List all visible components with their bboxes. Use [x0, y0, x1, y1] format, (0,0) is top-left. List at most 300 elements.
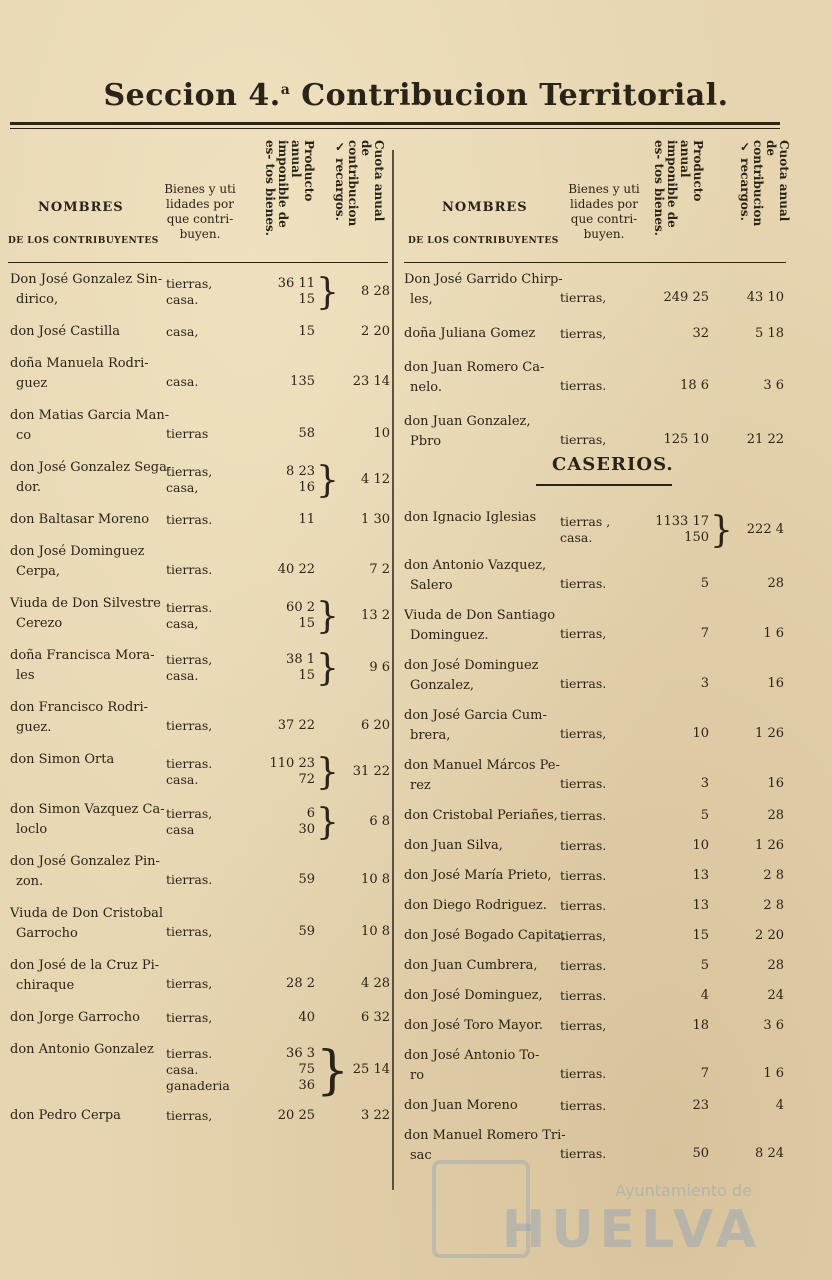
contributor-name	[404, 556, 554, 596]
contributor-name-line: guez	[16, 376, 48, 391]
contributor-name-line: don Baltasar Moreno	[10, 512, 150, 527]
bienes-value: tierras,	[166, 1108, 213, 1123]
contributor-name	[404, 656, 554, 696]
caserios-title: CASERIOS.	[552, 454, 674, 475]
producto-value: 135	[290, 374, 315, 389]
producto-value: 36	[298, 1078, 315, 1093]
cuota-value: 6 20	[361, 718, 390, 733]
producto-cell	[649, 326, 709, 342]
contributor-name	[10, 406, 170, 446]
contributor-name-line: don José Antonio To-	[404, 1048, 540, 1063]
contributor-name-line: don José Dominguez	[404, 658, 539, 673]
producto-value: 125 10	[663, 432, 709, 447]
header-names-sub: DE LOS CONTRIBUYENTES	[408, 236, 559, 246]
cuota-value: 31 22	[352, 764, 390, 779]
contributor-name-line: don Juan Silva,	[404, 838, 503, 853]
contributor-name	[404, 1046, 554, 1086]
producto-value: 50	[692, 1146, 709, 1161]
bienes-cell	[166, 924, 252, 940]
contributor-name	[404, 324, 554, 344]
producto-value: 20 25	[277, 1108, 315, 1123]
left-header-rule	[8, 262, 388, 263]
producto-value: 16	[298, 480, 315, 495]
cuota-value: 16	[767, 776, 784, 791]
bienes-cell	[560, 988, 646, 1004]
cuota-value: 1 6	[763, 1066, 784, 1081]
contributor-name-line: Pbro	[410, 434, 442, 449]
producto-value: 18	[692, 1018, 709, 1033]
bienes-value: tierras	[166, 426, 209, 441]
bienes-value: tierras,	[560, 326, 607, 341]
producto-cell	[649, 958, 709, 974]
bienes-value: tierras,	[560, 626, 607, 641]
contributor-name-line: Gonzalez,	[410, 678, 475, 693]
producto-value: 59	[298, 924, 315, 939]
producto-cell	[649, 626, 709, 642]
producto-cell	[255, 1010, 315, 1026]
producto-cell	[255, 374, 315, 390]
title-rest: Contribucion Territorial.	[301, 78, 729, 113]
producto-cell	[255, 806, 315, 838]
bienes-value: tierras.	[560, 676, 607, 691]
contributor-name-line: don José Toro Mayor.	[404, 1018, 544, 1033]
producto-cell	[649, 988, 709, 1004]
bienes-cell	[166, 1108, 252, 1124]
bienes-cell	[560, 326, 646, 342]
contributor-name	[404, 606, 554, 646]
producto-value: 40 22	[277, 562, 315, 577]
bienes-cell	[560, 432, 646, 448]
caserios-rule	[536, 484, 672, 486]
header-producto: Producto anual imponible de es- tos bienes.	[263, 140, 316, 236]
contributor-name-line: don Juan Gonzalez,	[404, 414, 531, 429]
bienes-value: tierras.	[560, 988, 607, 1003]
contributor-name-line: don Antonio Gonzalez	[10, 1042, 154, 1057]
right-header-rule	[404, 262, 786, 263]
bienes-value: tierras,	[166, 976, 213, 991]
contributor-name	[10, 354, 160, 394]
bienes-value: tierras,	[166, 276, 213, 291]
cuota-value: 13 2	[361, 608, 390, 623]
brace-glyph: }	[316, 460, 339, 501]
contributor-name-line: don José Bogado Capita,	[404, 928, 566, 943]
contributor-name-line: don Cristobal Periañes,	[404, 808, 558, 823]
producto-cell	[649, 726, 709, 742]
cuota-value: 4 12	[361, 472, 390, 487]
bienes-value: tierras.	[560, 958, 607, 973]
producto-value: 8 23	[286, 464, 315, 479]
contributor-name-line: don Simon Orta	[10, 752, 115, 767]
producto-cell	[255, 512, 315, 528]
contributor-name-line: don Juan Moreno	[404, 1098, 518, 1113]
bienes-value: tierras.	[560, 378, 607, 393]
bienes-value: casa,	[166, 616, 199, 631]
bienes-cell	[560, 1098, 646, 1114]
contributor-name	[404, 866, 554, 886]
header-names: NOMBRES	[442, 200, 528, 215]
producto-value: 75	[298, 1062, 315, 1077]
header-bienes	[562, 182, 646, 242]
producto-value: 10	[692, 726, 709, 741]
header-cuota: Cuota anual de contribucion ✓ recargos.	[333, 140, 386, 227]
bienes-value: tierras.	[560, 808, 607, 823]
producto-cell	[649, 838, 709, 854]
contributor-name	[10, 750, 160, 770]
producto-cell	[255, 324, 315, 340]
contributor-name	[10, 594, 160, 634]
contributor-name	[10, 1008, 160, 1028]
producto-value: 11	[298, 512, 315, 527]
bienes-cell	[166, 426, 252, 442]
producto-value: 5	[700, 958, 709, 973]
producto-cell	[649, 1146, 709, 1162]
producto-value: 30	[298, 822, 315, 837]
contributor-name-line: don José de la Cruz Pi-	[10, 958, 160, 973]
bienes-value: tierras,	[166, 1010, 213, 1025]
bienes-cell	[560, 928, 646, 944]
contributor-name-line: don Antonio Vazquez,	[404, 558, 547, 573]
bienes-value: casa.	[166, 772, 199, 787]
brace-glyph: }	[710, 510, 733, 551]
bienes-value: tierras ,	[560, 514, 611, 529]
bienes-cell	[166, 374, 252, 390]
contributor-name-line: don José Dominguez,	[404, 988, 543, 1003]
cuota-value: 1 6	[763, 626, 784, 641]
contributor-name	[10, 270, 163, 310]
cuota-value: 25 14	[352, 1062, 390, 1077]
bienes-cell	[166, 464, 252, 496]
bienes-cell	[166, 1010, 252, 1026]
producto-cell	[649, 1066, 709, 1082]
contributor-name	[10, 852, 160, 892]
column-separator	[392, 150, 394, 1190]
header-names-sub: DE LOS CONTRIBUYENTES	[8, 236, 159, 246]
bienes-cell	[560, 676, 646, 692]
contributor-name-line: doña Juliana Gomez	[404, 326, 536, 341]
producto-value: 15	[692, 928, 709, 943]
page-title	[0, 78, 832, 113]
bienes-value: tierras.	[560, 1066, 607, 1081]
contributor-name-line: don José María Prieto,	[404, 868, 552, 883]
title-main: Seccion 4.	[103, 78, 281, 113]
contributor-name	[10, 646, 160, 686]
producto-cell	[649, 432, 709, 448]
bienes-value: casa.	[166, 292, 199, 307]
cuota-value: 222 4	[746, 522, 784, 537]
contributor-name-line: don José Castilla	[10, 324, 121, 339]
watermark-main: HUELVA	[501, 1200, 762, 1260]
bienes-value: tierras.	[560, 868, 607, 883]
header-bienes-line: lidades por	[166, 197, 234, 211]
producto-cell	[649, 514, 709, 546]
producto-cell	[649, 576, 709, 592]
contributor-name-line: guez.	[16, 720, 52, 735]
contributor-name-line: don Jorge Garrocho	[10, 1010, 140, 1025]
contributor-name	[10, 904, 164, 944]
producto-value: 15	[298, 292, 315, 307]
cuota-value: 16	[767, 676, 784, 691]
bienes-cell	[560, 776, 646, 792]
cuota-value: 1 30	[361, 512, 390, 527]
producto-value: 18 6	[680, 378, 709, 393]
cuota-value: 2 8	[763, 868, 784, 883]
cuota-value: 21 22	[746, 432, 784, 447]
contributor-name	[10, 698, 160, 738]
producto-value: 150	[684, 530, 709, 545]
contributor-name-line: don José Garcia Cum-	[404, 708, 547, 723]
bienes-cell	[560, 868, 646, 884]
contributor-name-line: ro	[410, 1068, 425, 1083]
contributor-name	[10, 458, 172, 498]
cuota-value: 1 26	[755, 838, 784, 853]
bienes-value: tierras.	[560, 898, 607, 913]
bienes-cell	[166, 276, 252, 308]
producto-value: 36 11	[277, 276, 315, 291]
bienes-cell	[166, 600, 252, 632]
producto-value: 15	[298, 616, 315, 631]
contributor-name-line: Viuda de Don Silvestre	[10, 596, 161, 611]
contributor-name-line: don Simon Vazquez Ca-	[10, 802, 165, 817]
contributor-name-line: don Pedro Cerpa	[10, 1108, 121, 1123]
cuota-value: 10 8	[361, 924, 390, 939]
brace-glyph: }	[316, 648, 339, 689]
producto-cell	[649, 1018, 709, 1034]
contributor-name-line: doña Manuela Rodri-	[10, 356, 149, 371]
header-bienes-line: Bienes y uti	[568, 182, 640, 196]
producto-value: 37 22	[277, 718, 315, 733]
producto-cell	[255, 426, 315, 442]
bienes-value: tierras.	[560, 1146, 607, 1161]
bienes-value: ganaderia	[166, 1078, 230, 1093]
bienes-value: tierras,	[166, 718, 213, 733]
bienes-cell	[166, 1046, 252, 1094]
cuota-value: 9 6	[369, 660, 390, 675]
producto-cell	[649, 928, 709, 944]
brace-glyph: }	[316, 1041, 350, 1101]
producto-value: 60 2	[286, 600, 315, 615]
contributor-name	[404, 756, 560, 796]
contributor-name-line: don Manuel Romero Tri-	[404, 1128, 566, 1143]
producto-cell	[255, 276, 315, 308]
contributor-name-line: don Juan Romero Ca-	[404, 360, 545, 375]
bienes-cell	[166, 806, 252, 838]
right-table-header	[404, 140, 791, 260]
producto-cell	[255, 756, 315, 788]
bienes-value: tierras,	[560, 290, 607, 305]
contributor-name-line: Cerpa,	[16, 564, 61, 579]
contributor-name-line: Viuda de Don Cristobal	[10, 906, 164, 921]
bienes-cell	[560, 838, 646, 854]
bienes-cell	[166, 324, 252, 340]
bienes-value: casa,	[166, 324, 199, 339]
contributor-name	[10, 542, 160, 582]
producto-value: 5	[700, 576, 709, 591]
bienes-cell	[560, 576, 646, 592]
contributor-name	[404, 986, 554, 1006]
cuota-value: 1 26	[755, 726, 784, 741]
bienes-value: tierras,	[166, 464, 213, 479]
producto-value: 13	[692, 868, 709, 883]
producto-cell	[255, 562, 315, 578]
producto-cell	[255, 872, 315, 888]
header-bienes-line: buyen.	[179, 227, 221, 241]
contributor-name-line: Garrocho	[16, 926, 78, 941]
contributor-name-line: les	[16, 668, 35, 683]
bienes-cell	[560, 378, 646, 394]
producto-cell	[649, 808, 709, 824]
bienes-value: tierras.	[166, 562, 213, 577]
producto-value: 5	[700, 808, 709, 823]
bienes-value: casa.	[166, 374, 199, 389]
brace-glyph: }	[316, 596, 339, 637]
cuota-value: 10	[373, 426, 390, 441]
bienes-value: tierras,	[560, 1018, 607, 1033]
producto-cell	[255, 1108, 315, 1124]
producto-value: 13	[692, 898, 709, 913]
bienes-value: tierras,	[166, 652, 213, 667]
title-sup: a	[280, 82, 291, 98]
contributor-name-line: Viuda de Don Santiago	[404, 608, 556, 623]
bienes-cell	[166, 756, 252, 788]
contributor-name	[404, 1096, 554, 1116]
header-bienes-line: lidades por	[570, 197, 638, 211]
bienes-value: tierras.	[560, 838, 607, 853]
contributor-name-line: Don José Gonzalez Sin-	[10, 272, 163, 287]
contributor-name-line: doña Francisca Mora-	[10, 648, 155, 663]
producto-cell	[255, 652, 315, 684]
bienes-value: tierras,	[560, 432, 607, 447]
contributor-name	[404, 706, 554, 746]
producto-value: 40	[298, 1010, 315, 1025]
header-names: NOMBRES	[38, 200, 124, 215]
header-bienes-line: que contri-	[570, 212, 638, 226]
contributor-name	[404, 926, 566, 946]
contributor-name-line: Don José Garrido Chirp-	[404, 272, 563, 287]
bienes-value: tierras.	[166, 872, 213, 887]
title-rule-thick	[10, 122, 780, 125]
cuota-value: 5 18	[755, 326, 784, 341]
bienes-value: tierras.	[166, 756, 213, 771]
contributor-name	[404, 1016, 554, 1036]
header-bienes-line: que contri-	[166, 212, 234, 226]
contributor-name-line: sac	[410, 1148, 432, 1163]
producto-value: 110 23	[269, 756, 315, 771]
cuota-value: 24	[767, 988, 784, 1003]
producto-value: 7	[700, 626, 709, 641]
bienes-cell	[560, 958, 646, 974]
contributor-name-line: loclo	[16, 822, 48, 837]
contributor-name-line: don Francisco Rodri-	[10, 700, 149, 715]
contributor-name	[404, 270, 563, 310]
contributor-name-line: zon.	[16, 874, 44, 889]
contributor-name	[404, 896, 554, 916]
producto-value: 249 25	[663, 290, 709, 305]
producto-value: 28 2	[286, 976, 315, 991]
contributor-name	[10, 1040, 160, 1060]
cuota-value: 2 20	[755, 928, 784, 943]
header-bienes-line: buyen.	[583, 227, 625, 241]
producto-cell	[255, 464, 315, 496]
contributor-name-line: Dominguez.	[410, 628, 489, 643]
producto-cell	[255, 600, 315, 632]
producto-cell	[649, 868, 709, 884]
producto-value: 7	[700, 1066, 709, 1081]
bienes-cell	[560, 290, 646, 306]
bienes-cell	[560, 626, 646, 642]
bienes-value: tierras,	[166, 806, 213, 821]
contributor-name-line: rez	[410, 778, 431, 793]
contributor-name	[10, 956, 160, 996]
cuota-value: 28	[767, 958, 784, 973]
producto-value: 32	[692, 326, 709, 341]
cuota-value: 3 6	[763, 378, 784, 393]
cuota-value: 3 6	[763, 1018, 784, 1033]
cuota-value: 6 32	[361, 1010, 390, 1025]
cuota-value: 2 20	[361, 324, 390, 339]
producto-cell	[649, 378, 709, 394]
contributor-name	[404, 806, 558, 826]
bienes-cell	[166, 652, 252, 684]
bienes-cell	[560, 808, 646, 824]
contributor-name-line: les,	[410, 292, 433, 307]
bienes-cell	[166, 718, 252, 734]
cuota-value: 8 24	[755, 1146, 784, 1161]
contributor-name-line: Cerezo	[16, 616, 63, 631]
contributor-name-line: don Matias Garcia Man-	[10, 408, 170, 423]
contributor-name	[10, 510, 160, 530]
contributor-name-line: don José Dominguez	[10, 544, 145, 559]
bienes-value: tierras.	[166, 512, 213, 527]
bienes-cell	[560, 1066, 646, 1082]
bienes-cell	[560, 1018, 646, 1034]
bienes-value: tierras.	[560, 1098, 607, 1113]
producto-value: 4	[700, 988, 709, 1003]
contributor-name	[404, 956, 554, 976]
bienes-value: tierras,	[560, 726, 607, 741]
cuota-value: 4	[775, 1098, 784, 1113]
bienes-cell	[560, 514, 646, 546]
producto-cell	[255, 718, 315, 734]
bienes-value: casa.	[166, 668, 199, 683]
producto-value: 72	[298, 772, 315, 787]
bienes-value: tierras.	[166, 1046, 213, 1061]
contributor-name-line: don Juan Cumbrera,	[404, 958, 538, 973]
contributor-name	[404, 508, 554, 528]
cuota-value: 43 10	[746, 290, 784, 305]
cuota-value: 8 28	[361, 284, 390, 299]
brace-glyph: }	[316, 802, 339, 843]
producto-cell	[255, 1046, 315, 1094]
bienes-value: casa.	[560, 530, 593, 545]
bienes-cell	[166, 872, 252, 888]
bienes-cell	[166, 976, 252, 992]
producto-cell	[255, 924, 315, 940]
bienes-value: casa	[166, 822, 195, 837]
bienes-value: tierras.	[560, 576, 607, 591]
producto-value: 3	[700, 776, 709, 791]
producto-cell	[649, 898, 709, 914]
bienes-value: tierras,	[560, 928, 607, 943]
left-table-header	[8, 140, 388, 260]
contributor-name-line: don José Gonzalez Sega-	[10, 460, 172, 475]
header-cuota: Cuota anual de contribucion ✓ recargos.	[738, 140, 791, 227]
cuota-value: 7 2	[369, 562, 390, 577]
bienes-cell	[560, 726, 646, 742]
producto-cell	[255, 976, 315, 992]
producto-cell	[649, 1098, 709, 1114]
bienes-cell	[166, 562, 252, 578]
producto-value: 58	[298, 426, 315, 441]
